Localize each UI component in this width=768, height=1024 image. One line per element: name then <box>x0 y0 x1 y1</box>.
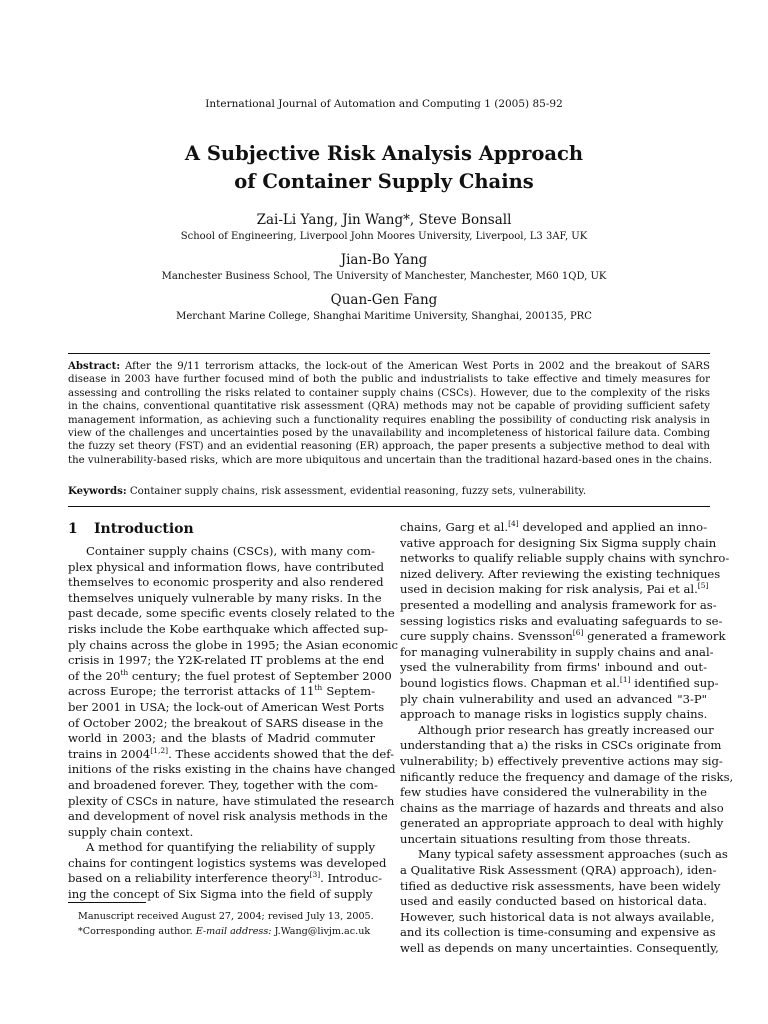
affiliation-2: Manchester Business School, The University of Manchester, Manchester, M60 1QD, UK <box>161 271 607 282</box>
body-text-line: of October 2002; the breakout of SARS disease in the <box>68 715 384 730</box>
abstract-line: the fuzzy set theory (FST) and an evidential reasoning (ER) approach, the paper presents a subjective method to deal with <box>68 441 710 453</box>
body-text-line: crisis in 1997; the Y2K-related IT problems at the end <box>68 653 385 668</box>
body-text-line: themselves uniquely vulnerable by many risks. In the <box>68 590 382 605</box>
keywords-label: Keywords: <box>68 485 127 497</box>
body-text-line: for managing vulnerability in supply chains and anal- <box>400 644 714 659</box>
title-line-2: of Container Supply Chains <box>234 170 534 193</box>
body-text-line: themselves to economic prosperity and also rendered <box>68 575 384 590</box>
body-text-line: plex physical and information flows, have contributed <box>68 559 385 574</box>
abstract <box>68 360 713 467</box>
author-block <box>0 210 768 330</box>
keywords <box>68 484 710 499</box>
body-text-line: a Qualitative Risk Assessment (QRA) approach), iden- <box>400 863 717 878</box>
body-text-line: bound logistics flows. Chapman et al.[1] identified sup- <box>400 675 719 690</box>
body-text-line: vulnerability; b) effectively preventive actions may sig- <box>400 753 723 768</box>
section-heading <box>68 520 375 544</box>
body-text-line: networks to qualify reliable supply chains with synchro- <box>400 551 730 566</box>
footnote-received: Manuscript received August 27, 2004; revised July 13, 2005. <box>78 911 374 922</box>
body-text-line: Container supply chains (CSCs), with many com- <box>86 544 375 558</box>
abstract-line: Abstract: After the 9/11 terrorism attacks, the lock-out of the American West Ports in 2002 and the breakout of SARS <box>68 360 710 372</box>
body-text-line: trains in 2004[1,2]. These accidents showed that the def- <box>68 745 395 761</box>
body-text-line: tified as deductive risk assessments, have been widely <box>400 878 721 893</box>
body-text-line: ply chains across the globe in 1995; the Asian economic <box>68 637 399 652</box>
body-text-line: supply chain context. <box>68 824 194 839</box>
footnotes <box>68 909 375 939</box>
affiliation-3: Merchant Marine College, Shanghai Maritime University, Shanghai, 200135, PRC <box>176 311 592 322</box>
abstract-bottom-rule <box>68 506 710 507</box>
body-text-line: world in 2003; and the blasts of Madrid commuter <box>68 731 375 746</box>
body-text-line: ply chain vulnerability and used an advanced "3-P" <box>400 691 707 706</box>
body-text-line: across Europe; the terrorist attacks of 11th Septem- <box>68 683 375 699</box>
body-text-line: chains as the marriage of hazards and threats and also <box>400 800 724 815</box>
abstract-top-rule <box>68 353 710 354</box>
body-text-line: approach to manage risks in logistics supply chains. <box>400 707 708 722</box>
author-names-2: Jian-Bo Yang <box>340 252 428 268</box>
body-text-line: chains for contingent logistics systems was developed <box>68 855 387 870</box>
body-text-line: and broadened forever. They, together with the com- <box>68 777 378 792</box>
body-text-line: ber 2001 in USA; the lock-out of American West Ports <box>68 699 385 714</box>
body-text-line: and development of novel risk analysis methods in the <box>68 809 388 824</box>
body-text-line: plexity of CSCs in nature, have stimulated the research <box>68 793 395 808</box>
email-address[interactable]: J.Wang@livjm.ac.uk <box>274 926 371 937</box>
paper-title <box>0 140 768 196</box>
section-title: Introduction <box>94 521 194 537</box>
body-text-line: Many typical safety assessment approaches (such as <box>418 847 728 862</box>
body-text-line: risks include the Kobe earthquake which affected sup- <box>68 621 389 636</box>
title-line-1: A Subjective Risk Analysis Approach <box>184 142 584 165</box>
body-text-line: of the 20th century; the fuel protest of September 2000 <box>68 667 392 683</box>
body-text-line: nized delivery. After reviewing the existing techniques <box>400 566 721 581</box>
body-text-line: past decade, some specific events closely related to the <box>68 606 395 621</box>
abstract-line: in the chains, conventional quantitative risk assessment (QRA) methods may not be capable of providing sufficient safety <box>68 401 710 413</box>
abstract-label: Abstract: <box>68 360 121 372</box>
left-column <box>68 520 399 903</box>
body-text-line: well as depends on many uncertainties. Consequently, <box>400 941 719 956</box>
author-names-3: Quan-Gen Fang <box>330 292 438 308</box>
right-column <box>400 519 734 957</box>
body-text-line: based on a reliability interference theory[3]. Introduc- <box>68 870 383 886</box>
body-text-line: uncertain situations resulting from those threats. <box>400 831 691 846</box>
abstract-line: disease in 2003 have further focused mind of both the public and industrialists to take effective and timely measures for <box>68 374 710 386</box>
footnote-corresponding: *Corresponding author. E-mail address: J.Wang@livjm.ac.uk <box>78 926 371 937</box>
body-text-line: used in decision making for risk analysis, Pai et al.[5] <box>400 581 709 597</box>
section-number: 1 <box>68 521 78 537</box>
abstract-line: management information, as achieving such a functionality requires enabling the possibility of conducting risk analysis in <box>68 414 710 426</box>
body-text-line: A method for quantifying the reliability of supply <box>86 840 375 855</box>
body-text-line: However, such historical data is not always available, <box>400 909 715 924</box>
body-text-line: cure supply chains. Svensson[6] generated a framework <box>400 628 726 644</box>
abstract-line: the vulnerability-based risks, which are more ubiquitous and uncertain than the traditional hazard-based ones in the chains. <box>68 454 713 466</box>
journal-header: International Journal of Automation and Computing 1 (2005) 85-92 <box>205 98 563 110</box>
email-label: E-mail address: <box>195 926 272 937</box>
footnote-rule <box>68 902 146 903</box>
body-text-line: few studies have considered the vulnerability in the <box>400 785 707 800</box>
body-text-line: ing the concept of Six Sigma into the field of supply <box>68 887 373 902</box>
body-text-line: vative approach for designing Six Sigma supply chain <box>400 535 717 550</box>
body-text-line: presented a modelling and analysis framework for as- <box>400 597 717 612</box>
body-text-line: initions of the risks existing in the chains have changed <box>68 762 396 777</box>
author-names-1: Zai-Li Yang, Jin Wang*, Steve Bonsall <box>256 212 512 228</box>
body-text-line: nificantly reduce the frequency and damage of the risks, <box>400 769 734 784</box>
abstract-line: view of the challenges and uncertainties posed by the unavailability and incompleteness of historical failure data. Combing <box>68 428 710 440</box>
body-text-line: ysed the vulnerability from firms' inbound and out- <box>400 660 707 675</box>
keywords-text: Container supply chains, risk assessment, evidential reasoning, fuzzy sets, vulnerability. <box>129 486 587 497</box>
affiliation-1: School of Engineering, Liverpool John Moores University, Liverpool, L3 3AF, UK <box>180 231 588 242</box>
body-text-line: sessing logistics risks and evaluating safeguards to se- <box>400 613 723 628</box>
body-text-line: Although prior research has greatly increased our <box>418 722 714 737</box>
body-text-line: understanding that a) the risks in CSCs originate from <box>400 738 722 753</box>
body-text-line: and its collection is time-consuming and expensive as <box>400 925 716 940</box>
body-text-line: chains, Garg et al.[4] developed and applied an inno- <box>400 519 708 534</box>
body-text-line: used and easily conducted based on historical data. <box>400 894 707 909</box>
abstract-line: assessing and controlling the risks related to container supply chains (CSCs). However, due to the complexity of the risks <box>68 387 710 399</box>
body-text-line: generated an appropriate approach to deal with highly <box>400 816 724 831</box>
